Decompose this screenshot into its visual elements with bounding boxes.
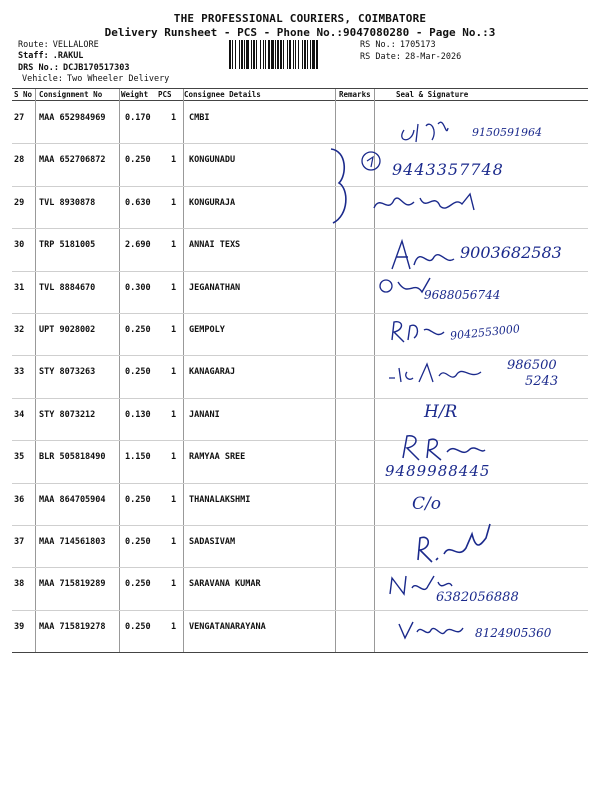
row-consignment-no: MAA 714561803 xyxy=(39,537,106,547)
row-consignee: KANAGARAJ xyxy=(189,367,236,378)
rs-no-field xyxy=(360,40,436,50)
row-pcs: 1 xyxy=(171,197,177,208)
row-pcs: 1 xyxy=(171,409,177,420)
phone-note: 9003682583 xyxy=(460,243,562,262)
vehicle-label: Vehicle: xyxy=(22,74,63,84)
phone-note: 986500 xyxy=(507,358,557,373)
row-pcs: 1 xyxy=(171,452,177,463)
row-sno: 38 xyxy=(14,579,25,590)
signature-row-30 xyxy=(388,235,588,275)
row-consignee: RAMYAA SREE xyxy=(189,452,246,463)
row-divider xyxy=(12,313,588,314)
row-consignee: JANANI xyxy=(189,409,220,420)
route-value: VELLALORE xyxy=(52,40,99,50)
row-sno: 35 xyxy=(14,452,25,463)
row-weight: 0.250 xyxy=(125,367,151,378)
rs-date-label: RS Date: xyxy=(360,52,401,62)
row-pcs: 1 xyxy=(171,282,177,293)
phone-note: 9443357748 xyxy=(392,160,504,179)
staff-value: .RAKUL xyxy=(52,51,84,61)
remark-note: H/R xyxy=(424,402,458,422)
row-weight: 2.690 xyxy=(125,240,151,251)
row-pcs: 1 xyxy=(171,155,177,166)
row-weight: 1.150 xyxy=(125,452,151,463)
row-weight: 0.630 xyxy=(125,197,151,208)
row-pcs: 1 xyxy=(171,240,177,251)
table-bottom-rule xyxy=(12,652,588,653)
staff-field xyxy=(18,51,83,61)
staff-label: Staff: xyxy=(18,51,49,61)
drs-field xyxy=(18,63,129,73)
row-consignee: ANNAI TEXS xyxy=(189,240,241,251)
row-pcs: 1 xyxy=(171,537,177,547)
phone-note: 9688056744 xyxy=(424,288,501,302)
phone-note: 9150591964 xyxy=(472,126,542,139)
signature-row-34 xyxy=(424,402,504,428)
row-weight: 0.250 xyxy=(125,537,151,547)
col-weight: Weight xyxy=(121,90,149,99)
row-weight: 0.300 xyxy=(125,282,151,293)
row-sno: 31 xyxy=(14,282,25,293)
row-consignment-no: TVL 8884670 xyxy=(39,282,96,293)
row-divider xyxy=(12,398,588,399)
phone-note: 9489988445 xyxy=(385,462,491,480)
row-pcs: 1 xyxy=(171,579,177,590)
row-divider xyxy=(12,228,588,229)
table-header xyxy=(12,89,588,100)
drs-value: DCJB170517303 xyxy=(62,63,130,73)
row-consignment-no: BLR 505818490 xyxy=(39,452,106,463)
row-consignee: GEMPOLY xyxy=(189,325,225,335)
runsheet-barcode xyxy=(229,40,355,69)
row-consignment-no: MAA 715819289 xyxy=(39,579,106,590)
row-pcs: 1 xyxy=(171,621,177,632)
row-sno: 34 xyxy=(14,409,25,420)
phone-note: 9042553000 xyxy=(449,322,521,343)
phone-note: 8124905360 xyxy=(475,626,552,640)
col-pcs: PCS xyxy=(158,90,172,99)
row-consignee: VENGATANARAYANA xyxy=(189,621,266,632)
row-sno: 28 xyxy=(14,155,25,166)
row-consignee: CMBI xyxy=(189,113,210,123)
row-sno: 37 xyxy=(14,537,25,547)
row-consignment-no: MAA 715819278 xyxy=(39,621,106,632)
col-consignee: Consignee Details xyxy=(184,90,261,99)
signature-row-33 xyxy=(385,358,585,392)
row-weight: 0.250 xyxy=(125,155,151,166)
signature-row-35 xyxy=(385,432,585,488)
rs-date-field xyxy=(360,52,461,62)
row-pcs: 1 xyxy=(171,113,177,123)
row-consignment-no: UPT 9028002 xyxy=(39,325,96,335)
col-seal: Seal & Signature xyxy=(396,90,469,99)
rs-no-label: RS No.: xyxy=(360,40,396,50)
row-sno: 30 xyxy=(14,240,25,251)
row-consignee: SADASIVAM xyxy=(189,537,236,547)
row-pcs: 1 xyxy=(171,494,177,505)
row-pcs: 1 xyxy=(171,367,177,378)
signature-row-37 xyxy=(410,520,520,566)
row-consignment-no: STY 8073212 xyxy=(39,409,96,420)
signature-row-28 xyxy=(392,158,562,186)
row-sno: 39 xyxy=(14,621,25,632)
row-sno: 33 xyxy=(14,367,25,378)
company-title: THE PROFESSIONAL COURIERS, COIMBATORE xyxy=(173,12,427,25)
row-consignment-no: MAA 864705904 xyxy=(39,494,106,505)
vehicle-value: Two Wheeler Delivery xyxy=(66,74,170,84)
row-consignee: KONGURAJA xyxy=(189,197,236,208)
row-weight: 0.250 xyxy=(125,579,151,590)
row-sno: 32 xyxy=(14,325,25,335)
row-consignment-no: TRP 5181005 xyxy=(39,240,96,251)
row-weight: 0.250 xyxy=(125,494,151,505)
remark-note: C/o xyxy=(412,494,441,514)
row-sno: 27 xyxy=(14,113,25,123)
row-sno: 36 xyxy=(14,494,25,505)
row-weight: 0.130 xyxy=(125,409,151,420)
drs-label: DRS No.: xyxy=(18,63,59,73)
row-pcs: 1 xyxy=(171,325,177,335)
phone-note: 5243 xyxy=(525,374,559,389)
row-weight: 0.250 xyxy=(125,325,151,335)
row-consignee: KONGUNADU xyxy=(189,155,236,166)
col-consignment: Consignment No xyxy=(39,90,103,99)
row-sno: 29 xyxy=(14,197,25,208)
row-consignment-no: MAA 652984969 xyxy=(39,113,106,123)
row-weight: 0.170 xyxy=(125,113,151,123)
rs-no-value: 1705173 xyxy=(399,40,436,50)
signature-row-36 xyxy=(412,494,472,518)
phone-note: 6382056888 xyxy=(436,590,519,605)
signature-row-32 xyxy=(388,316,588,350)
route-field xyxy=(18,40,99,50)
signature-row-27 xyxy=(386,118,586,148)
row-consignment-no: MAA 652706872 xyxy=(39,155,106,166)
signature-row-38 xyxy=(386,572,586,612)
row-consignee: JEGANATHAN xyxy=(189,282,241,293)
row-weight: 0.250 xyxy=(125,621,151,632)
row-consignment-no: TVL 8930878 xyxy=(39,197,96,208)
signature-row-29 xyxy=(370,190,530,218)
row-divider xyxy=(12,355,588,356)
row-consignee: SARAVANA KUMAR xyxy=(189,579,261,590)
row-divider xyxy=(12,567,588,568)
row-consignment-no: STY 8073263 xyxy=(39,367,96,378)
signature-row-31 xyxy=(378,276,578,306)
col-remarks: Remarks xyxy=(339,90,371,99)
vehicle-field xyxy=(22,74,169,84)
rs-date-value: 28-Mar-2026 xyxy=(404,52,462,62)
route-label: Route: xyxy=(18,40,49,50)
row-consignee: THANALAKSHMI xyxy=(189,494,251,505)
signature-row-39 xyxy=(395,614,585,648)
col-sno: S No xyxy=(14,90,33,99)
runsheet-subtitle: Delivery Runsheet - PCS - Phone No.:9047080280 - Page No.:3 xyxy=(104,26,496,39)
